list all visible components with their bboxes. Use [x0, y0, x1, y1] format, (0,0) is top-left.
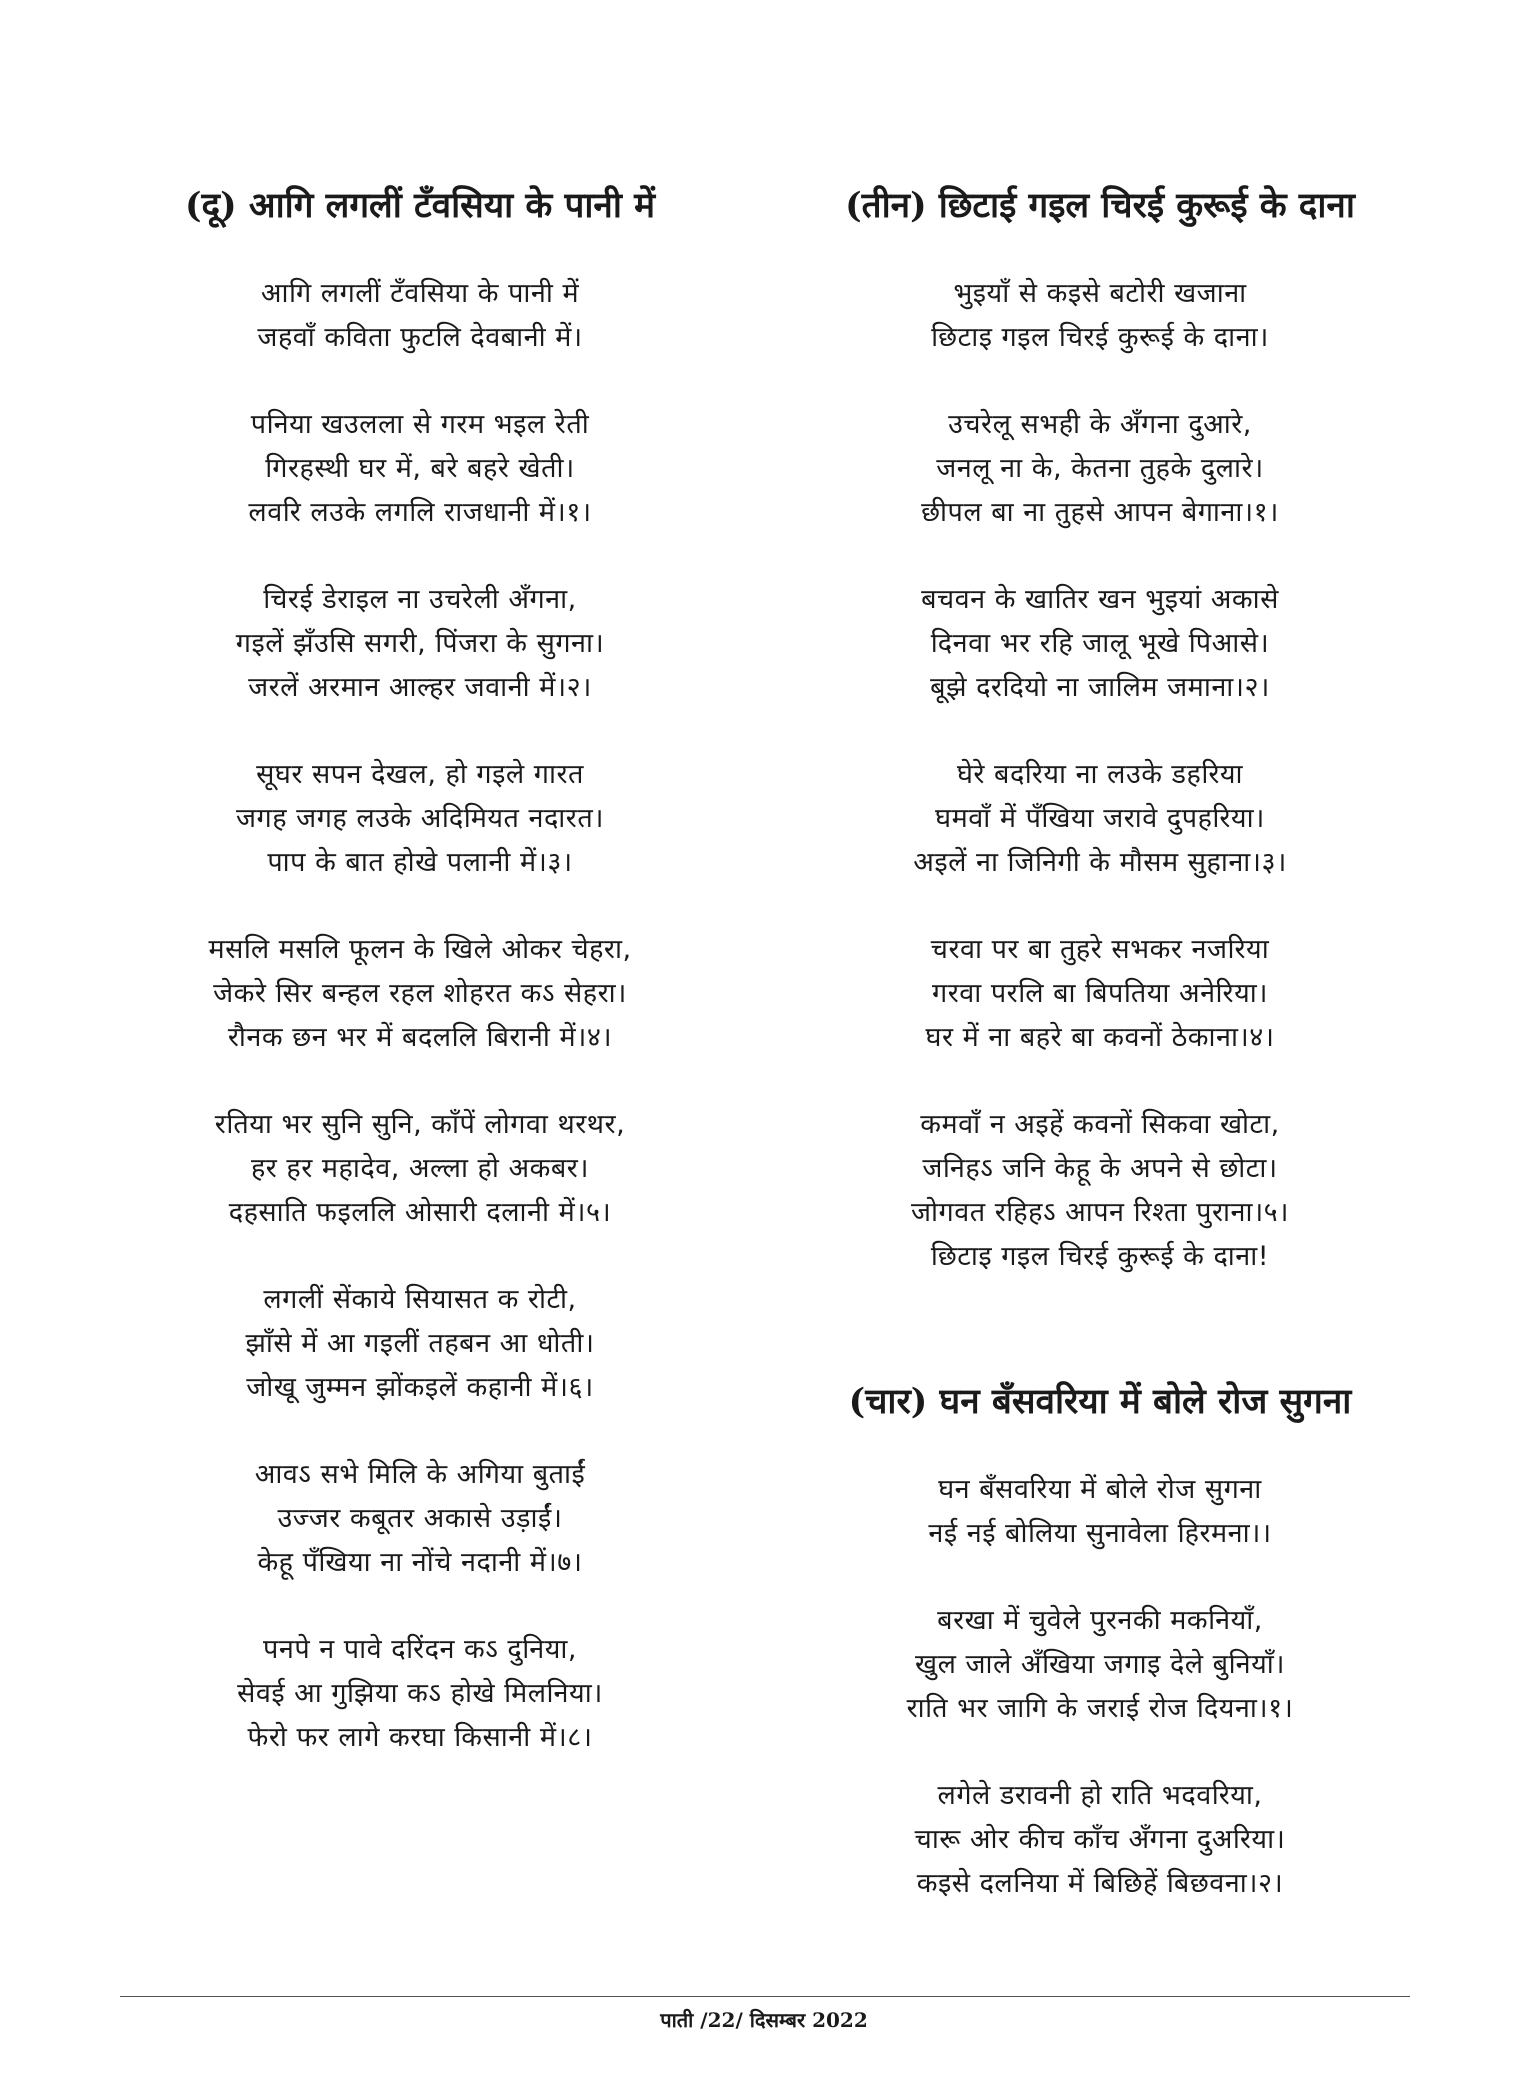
verse-line: हर हर महादेव, अल्ला हो अकबर। — [250, 1153, 590, 1184]
verse-line: कइसे दलनिया में बिछिहें बिछवना।२। — [916, 1868, 1284, 1899]
verse-line: जोगवत रहिहऽ आपन रिश्ता पुराना।५। — [911, 1197, 1289, 1228]
verse-line: उज्जर कबूतर अकासे उड़ाईं। — [277, 1503, 563, 1534]
poem-body — [790, 272, 1410, 1279]
verse-line: सेवई आ गुझिया कऽ होखे मिलनिया। — [237, 1678, 603, 1709]
verse-line: उचरेलू सभही के अँगना दुआरे, — [948, 409, 1252, 440]
verse-line: अइलें ना जिनिगी के मौसम सुहाना।३। — [913, 847, 1287, 878]
verse-line: घमवाँ में पँखिया जरावे दुपहरिया। — [935, 803, 1265, 834]
verse-line: बरखा में चुवेले पुरनकी मकनियाँ, — [937, 1605, 1263, 1636]
poem-section — [790, 1380, 1410, 1949]
verse-line: जेकरे सिर बन्हल रहल शोहरत कऽ सेहरा। — [213, 978, 627, 1009]
verse-line: पनपे न पावे दरिंदन कऽ दुनिया, — [263, 1634, 577, 1665]
stanza — [790, 753, 1410, 885]
verse-line: मसलि मसलि फूलन के खिले ओकर चेहरा, — [208, 934, 632, 965]
poem-body — [110, 272, 730, 1760]
verse-line: पाप के बात होखे पलानी में।३। — [267, 847, 573, 878]
stanza — [790, 928, 1410, 1060]
poem-section — [790, 184, 1410, 1322]
stanza — [110, 928, 730, 1060]
verse-line: भुइयाँ से कइसे बटोरी खजाना — [953, 278, 1247, 309]
verse-line: रतिया भर सुनि सुनि, काँपें लोगवा थरथर, — [214, 1109, 626, 1140]
verse-line: फेरो फर लागे करघा किसानी में।८। — [247, 1722, 593, 1753]
stanza — [110, 753, 730, 885]
verse-line: सूघर सपन देखल, हो गइले गारत — [256, 759, 584, 790]
verse-line: नई नई बोलिया सुनावेला हिरमना।। — [928, 1518, 1272, 1549]
verse-line: लगलीं सेंकाये सियासत क रोटी, — [263, 1284, 577, 1315]
stanza — [110, 1453, 730, 1585]
stanza — [110, 272, 730, 360]
stanza — [110, 1278, 730, 1410]
verse-line: गइलें झँउसि सगरी, पिंजरा के सुगना। — [235, 628, 605, 659]
verse-line: राति भर जागि के जराई रोज दियना।१। — [906, 1693, 1294, 1724]
poem-body — [790, 1468, 1410, 1906]
verse-line: खुल जाले अँखिया जगाइ देले बुनियाँ। — [915, 1649, 1285, 1680]
verse-line: गिरहस्थी घर में, बरे बहरे खेती। — [265, 453, 575, 484]
verse-line: पनिया खउलला से गरम भइल रेती — [250, 409, 590, 440]
stanza — [110, 403, 730, 535]
verse-line: दहसाति फइललि ओसारी दलानी में।५। — [228, 1197, 612, 1228]
stanza — [110, 1628, 730, 1760]
verse-line: बूझे दरदियो ना जालिम जमाना।२। — [930, 672, 1270, 703]
verse-line: कमवाँ न अइहें कवनों सिकवा खोटा, — [920, 1109, 1280, 1140]
verse-line: चरवा पर बा तुहरे सभकर नजरिया — [930, 934, 1270, 965]
stanza — [110, 578, 730, 710]
verse-line: आवऽ सभे मिलि के अगिया बुताईं — [254, 1459, 586, 1490]
verse-line: चिरई डेराइल ना उचरेली अँगना, — [263, 584, 577, 615]
verse-line: बचवन के खातिर खन भुइयां अकासे — [921, 584, 1279, 615]
verse-line: दिनवा भर रहि जालू भूखे पिआसे। — [930, 628, 1270, 659]
verse-line: छिटाइ गइल चिरई कुरूई के दाना! — [930, 1241, 1270, 1272]
page-footer: पाती /22/ दिसम्बर 2022 — [660, 2008, 868, 2032]
verse-line: जगह जगह लउके अदिमियत नदारत। — [236, 803, 604, 834]
verse-line: छीपल बा ना तुहसे आपन बेगाना।१। — [921, 497, 1279, 528]
poem-title: (तीन) छिटाई गइल चिरई कुरूई के दाना — [845, 185, 1355, 226]
verse-line: जनिहऽ जनि केहू के अपने से छोटा। — [922, 1153, 1278, 1184]
verse-line: छिटाइ गइल चिरई कुरूई के दाना। — [931, 322, 1269, 353]
verse-line: जनलू ना के, केतना तुहके दुलारे। — [936, 453, 1264, 484]
stanza — [790, 578, 1410, 710]
verse-line: घेरे बदरिया ना लउके डहरिया — [956, 759, 1244, 790]
verse-line: घन बँसवरिया में बोले रोज सुगना — [938, 1474, 1262, 1505]
verse-line: गरवा परलि बा बिपतिया अनेरिया। — [932, 978, 1268, 1009]
verse-line: झाँसे में आ गइलीं तहबन आ धोती। — [245, 1328, 595, 1359]
stanza — [790, 1103, 1410, 1279]
verse-line: लगेले डरावनी हो राति भदवरिया, — [937, 1780, 1263, 1811]
verse-line: लवरि लउके लगलि राजधानी में।१। — [248, 497, 592, 528]
verse-line: आगि लगलीं टँवसिया के पानी में — [260, 278, 580, 309]
stanza — [790, 403, 1410, 535]
verse-line: जहवाँ कविता फुटलि देवबानी में। — [257, 322, 583, 353]
verse-line: चारू ओर कीच काँच अँगना दुअरिया। — [914, 1824, 1286, 1855]
poem-section — [110, 184, 730, 1803]
stanza — [110, 1103, 730, 1235]
stanza — [790, 272, 1410, 360]
verse-line: जोखू जुम्मन झोंकइलें कहानी में।६। — [246, 1372, 594, 1403]
stanza — [790, 1599, 1410, 1731]
verse-line: जरलें अरमान आल्हर जवानी में।२। — [248, 672, 592, 703]
stanza — [790, 1774, 1410, 1906]
poem-title: (चार) घन बँसवरिया में बोले रोज सुगना — [848, 1381, 1352, 1422]
verse-line: केहू पँखिया ना नोंचे नदानी में।७। — [257, 1547, 583, 1578]
footer-divider — [120, 1996, 1410, 1997]
stanza — [790, 1468, 1410, 1556]
verse-line: रौनक छन भर में बदललि बिरानी में।४। — [227, 1022, 613, 1053]
poem-title: (दू) आगि लगलीं टँवसिया के पानी में — [184, 185, 656, 226]
verse-line: घर में ना बहरे बा कवनों ठेकाना।४। — [925, 1022, 1275, 1053]
